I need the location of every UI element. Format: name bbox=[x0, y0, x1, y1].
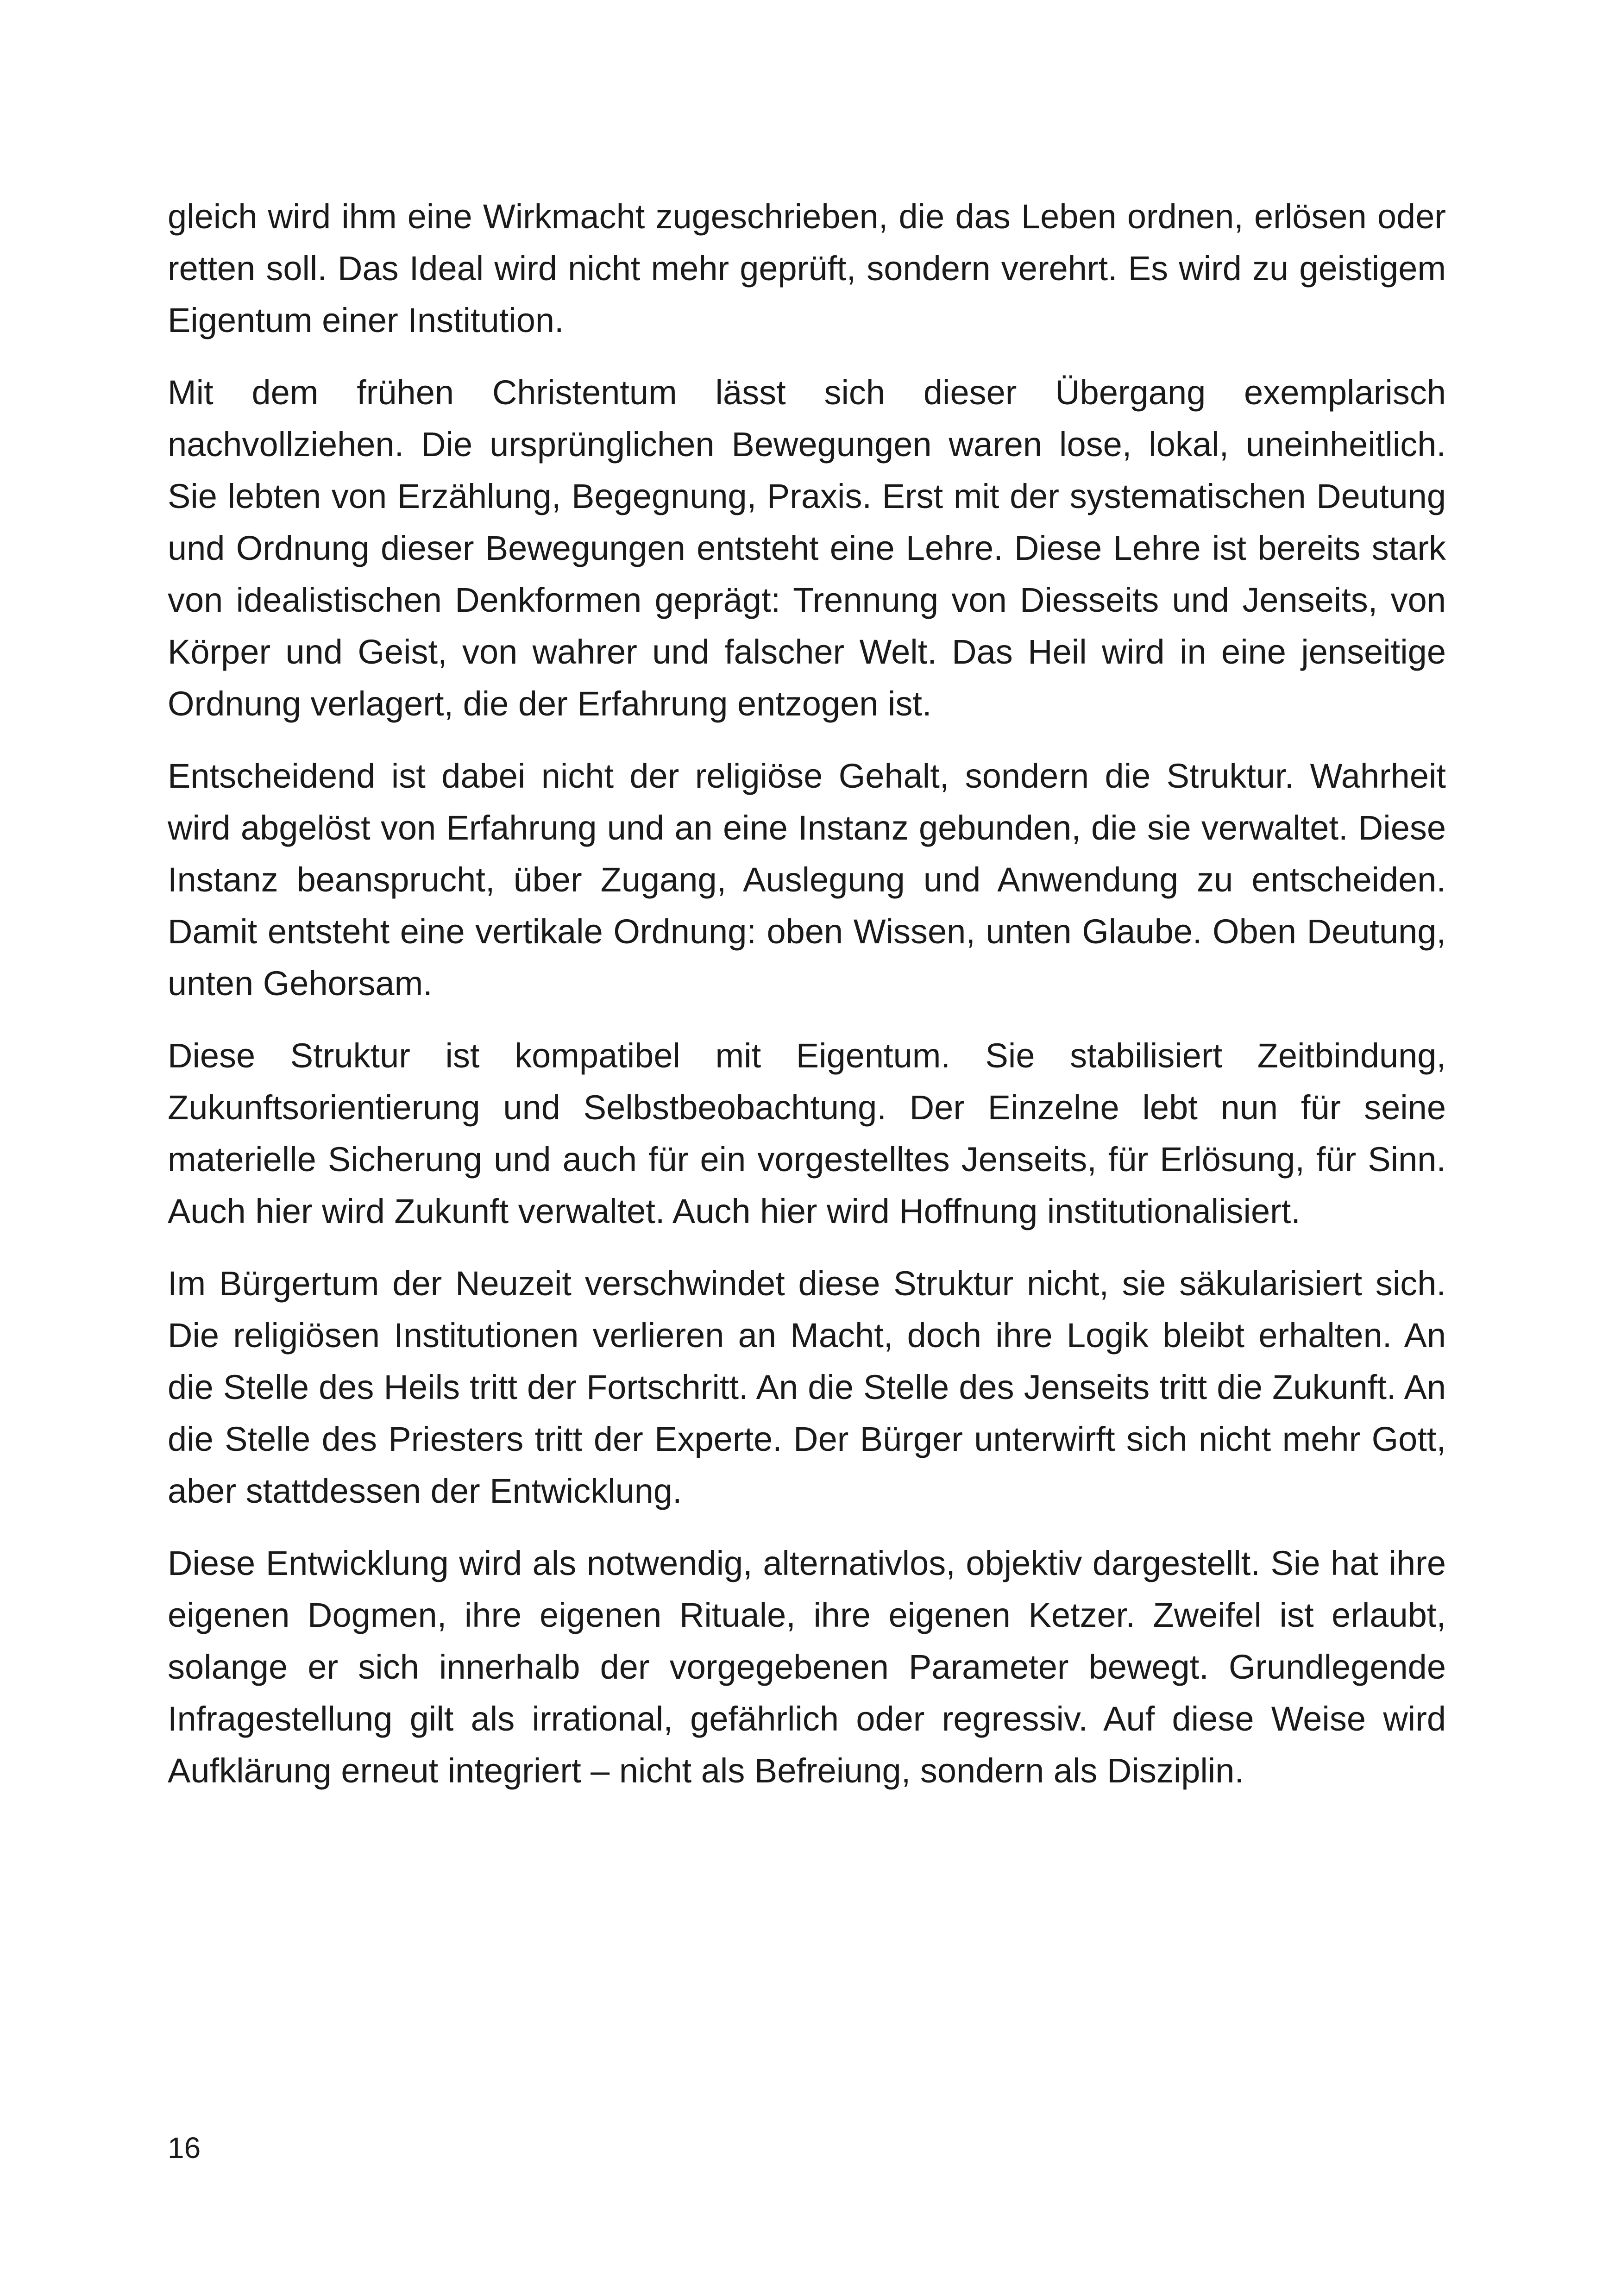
page-number: 16 bbox=[168, 2131, 201, 2164]
paragraph: Entscheidend ist dabei nicht der religiöse Gehalt, sondern die Struktur. Wahrheit wird abgelöst von Erfahrung und an eine Instanz gebunden, die sie verwaltet. Diese Instanz beansprucht, über Zugang, Auslegung und Anwendung zu entscheiden. Damit entsteht eine vertikale Ordnung: oben Wissen, unten Glaube. Oben Deutung, unten Gehorsam. bbox=[168, 757, 1446, 1003]
paragraph: Im Bürgertum der Neuzeit verschwindet diese Struktur nicht, sie säkularisiert sich. Die religiösen Institutionen verlieren an Macht, doch ihre Logik bleibt erhalten. An die Stelle des Heils tritt der Fortschritt. An die Stelle des Jenseits tritt die Zukunft. An die Stelle des Priesters tritt der Experte. Der Bürger unterwirft sich nicht mehr Gott, aber stattdessen der Entwicklung. bbox=[168, 1264, 1446, 1510]
body-text bbox=[168, 191, 1446, 1797]
paragraph: Mit dem frühen Christentum lässt sich dieser Übergang exemplarisch nachvollziehen. Die ursprünglichen Bewegungen waren lose, lokal, uneinheitlich. Sie lebten von Erzählung, Begegnung, Praxis. Erst mit der systematischen Deutung und Ordnung dieser Bewegungen entsteht eine Lehre. Diese Lehre ist bereits stark von idealistischen Denkformen geprägt: Trennung von Diesseits und Jenseits, von Körper und Geist, von wahrer und falscher Welt. Das Heil wird in eine jenseitige Ordnung verlagert, die der Erfahrung entzogen ist. bbox=[168, 373, 1446, 723]
paragraph: Diese Entwicklung wird als notwendig, alternativlos, objektiv dargestellt. Sie hat ihre eigenen Dogmen, ihre eigenen Rituale, ihre eigenen Ketzer. Zweifel ist erlaubt, solange er sich innerhalb der vorgegebenen Parameter bewegt. Grundlegende Infragestellung gilt als irrational, gefährlich oder regressiv. Auf diese Weise wird Aufklärung erneut integriert – nicht als Befreiung, sondern als Disziplin. bbox=[168, 1544, 1446, 1790]
paragraph: Diese Struktur ist kompatibel mit Eigentum. Sie stabilisiert Zeitbindung, Zukunftsorientierung und Selbstbeobachtung. Der Einzelne lebt nun für seine materielle Sicherung und auch für ein vorgestelltes Jenseits, für Erlösung, für Sinn. Auch hier wird Zukunft verwaltet. Auch hier wird Hoffnung institutionalisiert. bbox=[168, 1036, 1446, 1230]
paragraph: gleich wird ihm eine Wirkmacht zugeschrieben, die das Leben ordnen, erlösen oder retten soll. Das Ideal wird nicht mehr geprüft, sondern verehrt. Es wird zu geistigem Eigentum einer Institution. bbox=[168, 197, 1446, 339]
